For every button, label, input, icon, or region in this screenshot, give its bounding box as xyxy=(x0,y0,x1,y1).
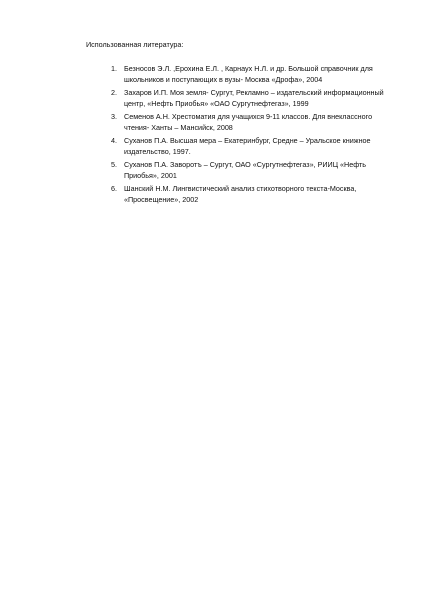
reference-item-4 xyxy=(111,136,371,157)
reference-item-3 xyxy=(111,112,371,133)
references-heading: Использованная литература: xyxy=(86,40,184,49)
reference-number: 6. xyxy=(111,184,117,193)
reference-item-1 xyxy=(111,64,371,85)
reference-line: Приобья», 2001 xyxy=(124,170,177,180)
reference-line: чтения- Ханты – Мансийск, 2008 xyxy=(124,122,233,132)
reference-number: 5. xyxy=(111,160,117,169)
reference-item-6 xyxy=(111,184,371,205)
reference-number: 3. xyxy=(111,112,117,121)
reference-line: Шанский Н.М. Лингвистический анализ стихотворного текста-Москва, xyxy=(124,184,357,193)
reference-item-2 xyxy=(111,88,384,109)
reference-line: центр, «Нефть Приобья» «ОАО Сургутнефтегаз», 1999 xyxy=(124,98,309,108)
reference-number: 4. xyxy=(111,136,117,145)
reference-line: Безносов Э.Л. ,Ерохина Е.Л. , Карнаух Н.Л. и др. Большой справочник для xyxy=(124,64,373,73)
reference-line: Семенов А.Н. Хрестоматия для учащихся 9-11 классов. Для внеклассного xyxy=(124,112,373,121)
references-list xyxy=(111,64,384,208)
reference-line: «Просвещение», 2002 xyxy=(124,194,199,204)
reference-number: 2. xyxy=(111,88,117,97)
reference-line: издательство, 1997. xyxy=(124,146,191,156)
reference-line: Суханов П.А. Заворотъ – Сургут, ОАО «Сургутнефтегаз», РИИЦ «Нефть xyxy=(124,160,366,169)
reference-line: школьников и поступающих в вузы- Москва «Дрофа», 2004 xyxy=(124,74,323,84)
reference-line: Суханов П.А. Высшая мера – Екатеринбург, Средне – Уральское книжное xyxy=(124,136,371,145)
reference-number: 1. xyxy=(111,64,117,73)
reference-item-5 xyxy=(111,160,371,181)
reference-line: Захаров И.П. Моя земля- Сургут, Рекламно – издательский информационный xyxy=(124,88,384,97)
